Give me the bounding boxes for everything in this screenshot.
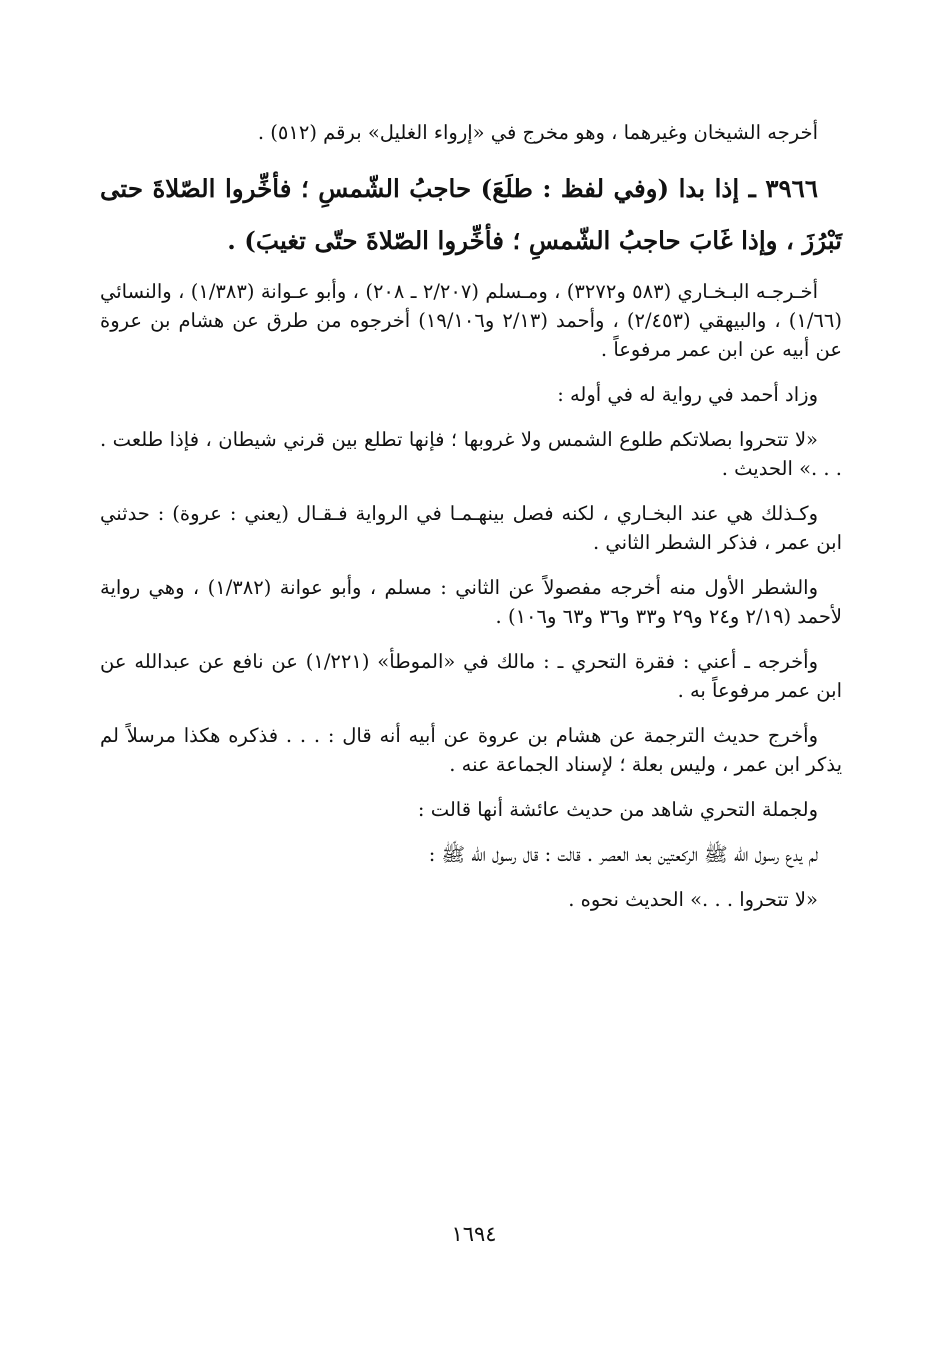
takhrij-paragraph: «لا تتحروا بصلاتكم طلوع الشمس ولا غروبها ؛ فإنها تطلع بين قرني شيطان ، فإذا طلعت . . . .» الحديث . — [100, 428, 842, 480]
page-number: ١٦٩٤ — [451, 1222, 497, 1246]
takhrij-paragraph: وكـذلك هي عند البخـاري ، لكنه فصل بينهـمـا في الرواية فـقـال (يعني : عروة) : حدثني ابن عمر ، فذكر الشطر الثاني . — [100, 502, 842, 554]
takhrij-paragraph: لم يدع رسول الله ﷺ الركعتين بعد العصر . قالت : قال رسول الله ﷺ : — [428, 843, 818, 866]
takhrij-paragraph: أخرجه الشيخان وغيرهما ، وهو مخرج في «إرواء الغليل» برقم (٥١٢) . — [257, 121, 818, 144]
takhrij-paragraph: أخـرجـه البـخـاري (٥٨٣ و٣٢٧٢) ، ومـسلم (٢/٢٠٧ ـ ٢٠٨) ، وأبو عـوانة (١/٣٨٣) ، والنسائي (١/٦٦) ، والبيهقي (٢/٤٥٣) ، وأحمد (٢/١٣ و١٩/١٠٦) أخرجوه من طرق عن هشام بن عروة عن أبيه عن ابن عمر مرفوعاً . — [100, 280, 842, 361]
hadith-text: ٣٩٦٦ ـ إذا بدا (وفي لفظ : طلَعَ) حاجبُ الشّمسِ ؛ فأخِّروا الصّلاةَ حتى تَبْرُزَ ، وإذا غَابَ حاجبُ الشّمسِ ؛ فأخِّروا الصّلاةَ حتّى تغيبَ) . — [100, 174, 842, 255]
takhrij-paragraph: وأخرج حديث الترجمة عن هشام بن عروة عن أبيه أنه قال : . . . فذكره هكذا مرسلاً لم يذكر ابن عمر ، وليس بعلة ؛ لإسناد الجماعة عنه . — [100, 724, 842, 776]
takhrij-paragraph: ولجملة التحري شاهد من حديث عائشة أنها قالت : — [417, 798, 818, 821]
takhrij-paragraph: «لا تتحروا . . .» الحديث نحوه . — [568, 888, 818, 911]
takhrij-paragraph: والشطر الأول منه أخرجه مفصولاً عن الثاني : مسلم ، وأبو عوانة (١/٣٨٢) ، وهي رواية لأحمد (٢/١٩ و٢٤ و٢٩ و٣٣ و٣٦ و٦٣ و١٠٦) . — [100, 576, 842, 628]
takhrij-paragraph: وأخرجه ـ أعني : فقرة التحري ـ : مالك في «الموطأ» (١/٢٢١) عن نافع عن عبدالله عن ابن عمر مرفوعاً به . — [100, 650, 842, 702]
page-body — [100, 118, 842, 930]
takhrij-paragraph: وزاد أحمد في رواية له في أوله : — [557, 383, 818, 406]
